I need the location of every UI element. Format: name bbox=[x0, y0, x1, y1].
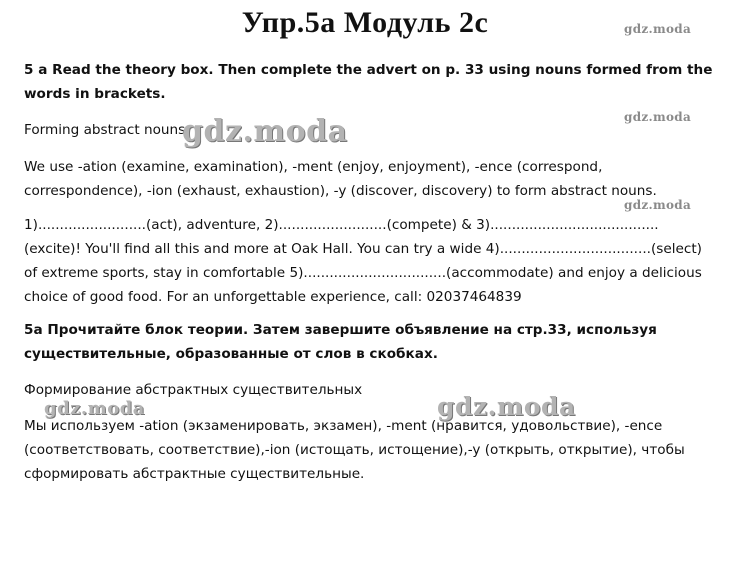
english-advert-text: 1).........................(act), adventure, 2).........................(compete) & 3).......................................(excite)! You'll find all this and more at Oak Hall. You can try a wide 4)...................................(select) of extreme sports, stay in comfortable 5).................................(accommodate) and enjoy a delicious choice of good food. For an unforgettable experience, call: 02037464839 bbox=[24, 217, 702, 305]
russian-theory-heading: Формирование абстрактных существительных bbox=[24, 382, 363, 398]
watermark-right-middle: gdz.moda bbox=[624, 198, 692, 212]
watermark-center-lower: gdz.moda bbox=[437, 392, 576, 421]
watermark-top-right: gdz.moda bbox=[624, 22, 692, 36]
english-theory-text: We use -ation (examine, examination), -ment (enjoy, enjoyment), -ence (correspond, correspondence), -ion (exhaust, exhaustion), -y (discover, discovery) to form abstract nouns. bbox=[24, 159, 657, 199]
watermark-right-upper: gdz.moda bbox=[624, 110, 692, 124]
russian-task-instruction: 5а Прочитайте блок теории. Затем завершите объявление на стр.33, используя существительные, образованные от слов в скобках. bbox=[24, 322, 657, 362]
english-theory-heading: Forming abstract nouns bbox=[24, 122, 186, 138]
watermark-left-lower: gdz.moda bbox=[44, 398, 145, 419]
english-task-instruction: 5 a Read the theory box. Then complete the advert on p. 33 using nouns formed from the words in brackets. bbox=[24, 62, 713, 102]
watermark-large-upper: gdz.moda bbox=[182, 114, 348, 149]
russian-theory-text: Мы используем -ation (экзаменировать, экзамен), -ment (нравится, удовольствие), -ence (соответствовать, соответствие),-ion (истощать, истощение),-y (открыть, открытие), чтобы сформировать абстрактные существительные. bbox=[24, 418, 685, 482]
page-title: Упр.5а Модуль 2с bbox=[241, 6, 489, 39]
